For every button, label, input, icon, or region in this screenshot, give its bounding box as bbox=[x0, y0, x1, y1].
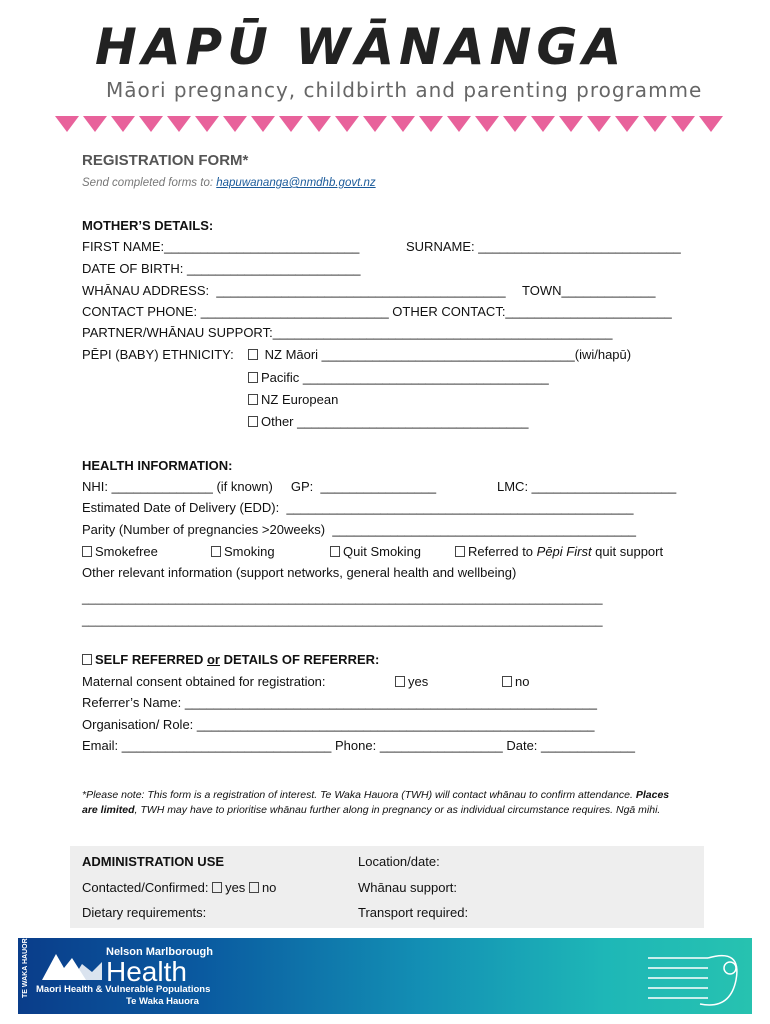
ethnicity-label: PĒPI (BABY) ETHNICITY: bbox=[82, 347, 234, 362]
health-info-heading: HEALTH INFORMATION: bbox=[82, 458, 233, 473]
ethnicity-option-pacific[interactable]: Pacific __________________________________ bbox=[248, 370, 549, 386]
location-date-field[interactable]: Location/date: bbox=[358, 854, 440, 869]
org-name-top: Nelson Marlborough bbox=[106, 946, 213, 958]
nhi-gp-field[interactable]: NHI: ______________ (if known) GP: ________________ bbox=[82, 479, 437, 494]
footer-line-1: Maori Health & Vulnerable Populations bbox=[36, 984, 211, 995]
nmh-logo-icon bbox=[42, 946, 104, 982]
maternal-consent-label: Maternal consent obtained for registration: bbox=[82, 674, 326, 689]
checkbox-icon[interactable] bbox=[248, 372, 258, 383]
checkbox-icon[interactable] bbox=[248, 394, 258, 405]
other-info-blank-1[interactable]: ______________________________________________________________________________ bbox=[82, 591, 603, 605]
edd-field[interactable]: Estimated Date of Delivery (EDD): ________________________________________________ bbox=[82, 500, 634, 515]
administration-box bbox=[70, 846, 704, 928]
mothers-details-heading: MOTHER’S DETAILS: bbox=[82, 218, 214, 233]
checkbox-icon[interactable] bbox=[82, 546, 92, 557]
dietary-requirements-field[interactable]: Dietary requirements: bbox=[82, 905, 207, 920]
town-field[interactable]: TOWN_____________ bbox=[522, 283, 656, 298]
admin-heading: ADMINISTRATION USE bbox=[82, 854, 225, 869]
organisation-role-field[interactable]: Organisation/ Role: _______________________________________________________ bbox=[82, 717, 595, 732]
checkbox-icon[interactable] bbox=[82, 654, 92, 665]
referrer-heading: SELF REFERRED or DETAILS OF REFERRER: bbox=[82, 652, 379, 668]
pink-triangle-border bbox=[55, 116, 725, 134]
email-phone-date-field[interactable]: Email: _____________________________ Phone: _________________ Date: _____________ bbox=[82, 738, 636, 753]
other-info-blank-2[interactable]: ______________________________________________________________________________ bbox=[82, 613, 603, 627]
footer-banner bbox=[18, 933, 752, 1014]
footer-line-2: Te Waka Hauora bbox=[126, 996, 199, 1007]
org-name-main: Health bbox=[106, 956, 187, 987]
consent-no-option[interactable]: no bbox=[502, 674, 529, 690]
programme-subtitle: Māori pregnancy, childbirth and parenting programme bbox=[106, 78, 703, 102]
consent-yes-option[interactable]: yes bbox=[395, 674, 428, 690]
checkbox-icon[interactable] bbox=[211, 546, 221, 557]
referred-pepi-first-option[interactable]: Referred to Pēpi First quit support bbox=[455, 544, 663, 560]
contacted-confirmed-field[interactable]: Contacted/Confirmed: yes no bbox=[82, 880, 277, 895]
ethnicity-option-maori[interactable]: NZ Māori ___________________________________(iwi/hapū) bbox=[248, 347, 631, 363]
registration-note: *Please note: This form is a registration of interest. Te Waka Hauora (TWH) will contact whānau to confirm attendance. Places are limited, TWH may have to prioritise whānau further along in pregnancy or as individual circumstance requires. Ngā mihi. bbox=[82, 789, 670, 816]
other-info-label: Other relevant information (support networks, general health and wellbeing) bbox=[82, 565, 517, 580]
email-link[interactable]: hapuwananga@nmdhb.govt.nz bbox=[216, 177, 376, 189]
smoking-option[interactable]: Smoking bbox=[211, 544, 275, 560]
date-of-birth-field[interactable]: DATE OF BIRTH: ________________________ bbox=[82, 261, 361, 276]
lmc-field[interactable]: LMC: ____________________ bbox=[497, 479, 677, 494]
form-heading: REGISTRATION FORM* bbox=[82, 152, 249, 169]
checkbox-icon[interactable] bbox=[502, 676, 512, 687]
side-label: TE WAKA HAUORA bbox=[22, 933, 29, 998]
transport-required-field[interactable]: Transport required: bbox=[358, 905, 469, 920]
surname-field[interactable]: SURNAME: ____________________________ bbox=[406, 239, 681, 254]
parity-field[interactable]: Parity (Number of pregnancies >20weeks) __________________________________________ bbox=[82, 522, 637, 537]
ethnicity-option-other[interactable]: Other ________________________________ bbox=[248, 414, 528, 430]
checkbox-icon[interactable] bbox=[248, 416, 258, 427]
first-name-field[interactable]: FIRST NAME:___________________________ bbox=[82, 239, 360, 254]
checkbox-icon[interactable] bbox=[330, 546, 340, 557]
programme-title: HAPŪ WĀNANGA bbox=[95, 18, 627, 76]
quit-smoking-option[interactable]: Quit Smoking bbox=[330, 544, 421, 560]
send-prefix: Send completed forms to: bbox=[82, 177, 214, 189]
checkbox-icon[interactable] bbox=[455, 546, 465, 557]
checkbox-icon[interactable] bbox=[248, 349, 258, 360]
referrer-name-field[interactable]: Referrer’s Name: _________________________________________________________ bbox=[82, 695, 597, 710]
partner-support-field[interactable]: PARTNER/WHĀNAU SUPPORT:_______________________________________________ bbox=[82, 325, 613, 340]
ethnicity-option-nz-european[interactable]: NZ European bbox=[248, 392, 338, 408]
address-field[interactable]: WHĀNAU ADDRESS: ________________________________________ bbox=[82, 283, 506, 298]
koru-arrows-icon bbox=[638, 940, 750, 1012]
whanau-support-field[interactable]: Whānau support: bbox=[358, 880, 458, 895]
contact-phone-field[interactable]: CONTACT PHONE: __________________________ OTHER CONTACT:_______________________ bbox=[82, 304, 672, 319]
checkbox-icon[interactable] bbox=[249, 882, 259, 893]
smokefree-option[interactable]: Smokefree bbox=[82, 544, 158, 560]
checkbox-icon[interactable] bbox=[212, 882, 222, 893]
checkbox-icon[interactable] bbox=[395, 676, 405, 687]
send-instructions bbox=[82, 177, 376, 189]
